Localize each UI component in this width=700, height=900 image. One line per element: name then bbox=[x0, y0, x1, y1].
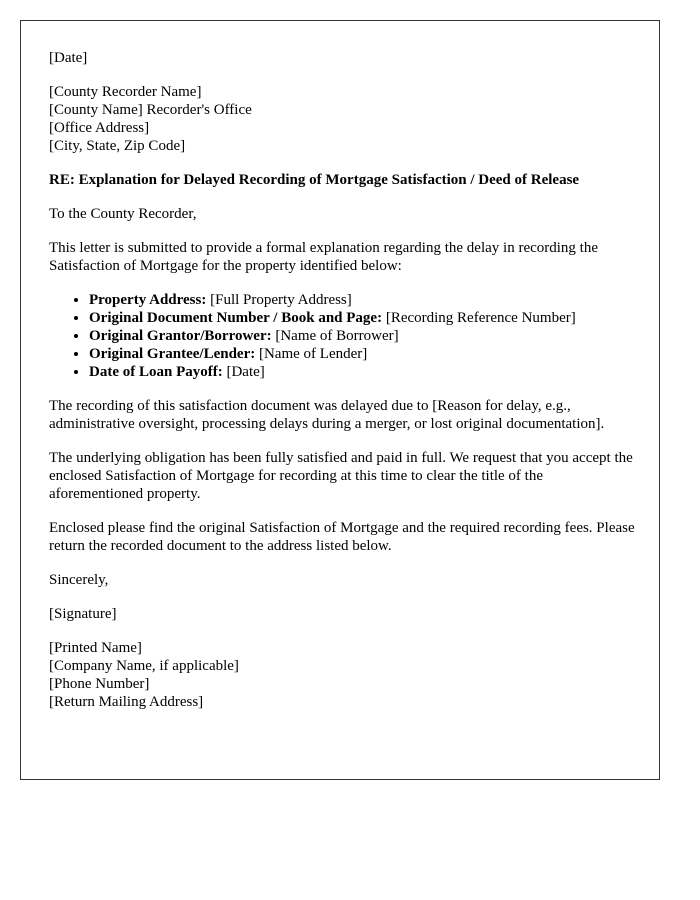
enclosure-paragraph: Enclosed please find the original Satisfaction of Mortgage and the required recording fees. Please return the recorded document to the address listed below. bbox=[49, 520, 635, 554]
intro-paragraph: This letter is submitted to provide a formal explanation regarding the delay in recording the Satisfaction of Mortgage for the property identified below: bbox=[49, 240, 599, 274]
detail-value: [Name of Borrower] bbox=[271, 328, 399, 344]
subject-line: RE: Explanation for Delayed Recording of Mortgage Satisfaction / Deed of Release bbox=[49, 172, 580, 188]
salutation: To the County Recorder, bbox=[49, 206, 197, 222]
letter-page bbox=[20, 20, 660, 780]
signature: [Signature] bbox=[49, 606, 117, 622]
detail-label: Original Grantor/Borrower: bbox=[89, 328, 272, 344]
detail-value: [Recording Reference Number] bbox=[382, 310, 576, 326]
detail-label: Date of Loan Payoff: bbox=[89, 364, 223, 380]
list-item bbox=[89, 309, 639, 327]
sender-company: [Company Name, if applicable] bbox=[49, 658, 239, 674]
list-item bbox=[89, 345, 639, 363]
detail-label: Original Grantee/Lender: bbox=[89, 346, 256, 362]
recipient-address bbox=[49, 83, 639, 155]
obligation-paragraph: The underlying obligation has been fully satisfied and paid in full. We request that you accept the enclosed Satisfaction of Mortgage for recording at this time to clear the title of the aforementioned property. bbox=[49, 450, 633, 502]
list-item bbox=[89, 327, 639, 345]
closing: Sincerely, bbox=[49, 572, 109, 588]
recipient-name: [County Recorder Name] bbox=[49, 84, 202, 100]
detail-value: [Name of Lender] bbox=[255, 346, 368, 362]
detail-label: Property Address: bbox=[89, 292, 207, 308]
list-item bbox=[89, 363, 639, 381]
letter-body bbox=[49, 49, 639, 727]
letter-date: [Date] bbox=[49, 50, 88, 66]
recipient-street: [Office Address] bbox=[49, 120, 150, 136]
detail-value: [Date] bbox=[222, 364, 265, 380]
property-details-list bbox=[49, 291, 639, 381]
list-item bbox=[89, 291, 639, 309]
sender-phone: [Phone Number] bbox=[49, 676, 150, 692]
sender-address: [Return Mailing Address] bbox=[49, 694, 204, 710]
reason-paragraph: The recording of this satisfaction document was delayed due to [Reason for delay, e.g., administrative oversight, processing delays during a merger, or lost original documentation]. bbox=[49, 398, 605, 432]
recipient-office: [County Name] Recorder's Office bbox=[49, 102, 252, 118]
recipient-city: [City, State, Zip Code] bbox=[49, 138, 186, 154]
detail-label: Original Document Number / Book and Page: bbox=[89, 310, 383, 326]
sender-block bbox=[49, 639, 639, 711]
sender-name: [Printed Name] bbox=[49, 640, 142, 656]
detail-value: [Full Property Address] bbox=[206, 292, 352, 308]
